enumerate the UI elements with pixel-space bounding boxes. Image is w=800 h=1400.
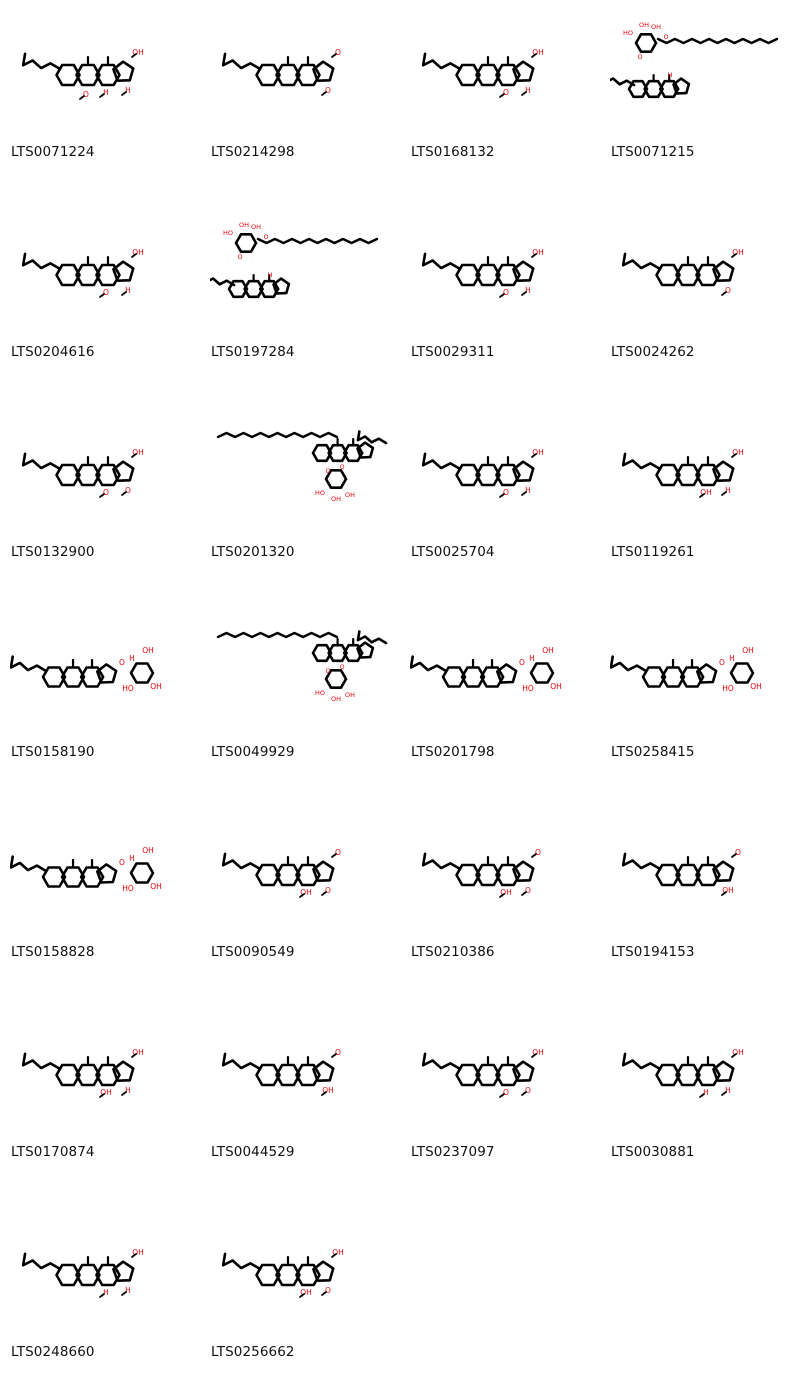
structure-cell	[200, 400, 400, 600]
svg-text:O: O	[119, 658, 125, 667]
molecule-structure-image	[205, 1208, 395, 1338]
structure-cell	[600, 0, 800, 200]
structure-cell	[200, 1000, 400, 1200]
molecule-structure-image	[605, 408, 795, 538]
compound-id-label: LTS0201320	[211, 544, 295, 560]
molecule-structure-image	[605, 208, 795, 338]
svg-text:O: O	[335, 848, 341, 857]
svg-text:OH: OH	[332, 1248, 344, 1257]
structure-cell	[0, 0, 200, 200]
compound-id-label: LTS0158190	[11, 744, 95, 760]
svg-text:O: O	[103, 488, 109, 497]
svg-text:O: O	[335, 1048, 341, 1057]
svg-text:OH: OH	[532, 448, 544, 457]
svg-text:O: O	[503, 88, 509, 97]
compound-id-label: LTS0201798	[411, 744, 495, 760]
compound-id-label: LTS0025704	[411, 544, 495, 560]
molecule-structure-image	[5, 208, 195, 338]
compound-id-label: LTS0044529	[211, 1144, 295, 1160]
svg-text:OH: OH	[330, 495, 342, 503]
structure-cell	[200, 200, 400, 400]
compound-id-label: LTS0170874	[11, 1144, 95, 1160]
svg-text:OH: OH	[330, 695, 342, 703]
compound-id-label: LTS0204616	[11, 344, 95, 360]
compound-id-label: LTS0029311	[411, 344, 495, 360]
svg-text:H: H	[729, 654, 735, 663]
svg-text:OH: OH	[750, 682, 762, 691]
svg-text:O: O	[125, 486, 131, 495]
compound-id-label: LTS0194153	[611, 944, 695, 960]
svg-text:OH: OH	[142, 846, 154, 855]
svg-text:O: O	[335, 48, 341, 57]
structure-cell	[600, 1000, 800, 1200]
compound-id-label: LTS0210386	[411, 944, 495, 960]
svg-text:OH: OH	[132, 1048, 144, 1057]
molecule-structure-image	[5, 1208, 195, 1338]
svg-text:OH: OH	[732, 448, 744, 457]
structure-cell	[0, 1200, 200, 1400]
molecule-structure-image	[205, 208, 395, 338]
svg-text:O: O	[83, 90, 89, 99]
svg-text:H: H	[667, 71, 673, 79]
svg-text:OH: OH	[500, 888, 512, 897]
svg-text:H: H	[703, 1088, 709, 1097]
structure-cell	[400, 800, 600, 1000]
svg-text:OH: OH	[650, 23, 662, 31]
molecule-structure-image	[605, 8, 795, 138]
svg-text:H: H	[129, 654, 135, 663]
structure-cell	[0, 200, 200, 400]
molecule-structure-image	[5, 808, 195, 938]
svg-text:OH: OH	[532, 1048, 544, 1057]
compound-id-label: LTS0071215	[611, 144, 695, 160]
svg-text:O: O	[325, 667, 331, 675]
svg-text:OH: OH	[322, 1086, 334, 1095]
svg-text:O: O	[503, 288, 509, 297]
svg-text:O: O	[325, 886, 331, 895]
structure-cell	[600, 200, 800, 400]
compound-id-label: LTS0256662	[211, 1344, 295, 1360]
svg-text:O: O	[525, 1086, 531, 1095]
structure-cell	[200, 800, 400, 1000]
svg-text:H: H	[129, 854, 135, 863]
molecule-structure-image	[605, 808, 795, 938]
svg-text:OH: OH	[344, 691, 356, 699]
structure-cell	[200, 0, 400, 200]
svg-text:H: H	[725, 486, 731, 495]
compound-id-label: LTS0119261	[611, 544, 695, 560]
svg-text:OH: OH	[100, 1088, 112, 1097]
molecule-structure-image	[205, 8, 395, 138]
svg-text:HO: HO	[222, 229, 234, 237]
svg-text:HO: HO	[722, 684, 734, 693]
structure-cell	[600, 800, 800, 1000]
compound-id-label: LTS0248660	[11, 1344, 95, 1360]
molecule-structure-image	[405, 1008, 595, 1138]
svg-text:H: H	[103, 1288, 109, 1297]
svg-text:O: O	[663, 33, 669, 41]
structure-cell	[0, 1000, 200, 1200]
molecule-structure-image	[405, 408, 595, 538]
empty-cell	[600, 1200, 800, 1400]
structure-cell	[0, 400, 200, 600]
svg-text:O: O	[339, 463, 345, 471]
svg-text:OH: OH	[550, 682, 562, 691]
structure-cell	[400, 200, 600, 400]
svg-text:O: O	[519, 658, 525, 667]
svg-text:H: H	[525, 286, 531, 295]
structure-cell	[400, 1000, 600, 1200]
svg-text:O: O	[725, 286, 731, 295]
molecule-structure-image	[405, 808, 595, 938]
molecule-structure-image	[405, 608, 595, 738]
svg-text:H: H	[725, 1086, 731, 1095]
svg-text:O: O	[325, 86, 331, 95]
svg-text:O: O	[119, 858, 125, 867]
svg-text:H: H	[525, 86, 531, 95]
molecule-structure-image	[605, 608, 795, 738]
svg-text:H: H	[125, 1086, 131, 1095]
svg-text:OH: OH	[300, 888, 312, 897]
molecule-structure-image	[5, 408, 195, 538]
structure-cell	[200, 600, 400, 800]
svg-text:OH: OH	[344, 491, 356, 499]
structure-cell	[0, 600, 200, 800]
molecule-structure-image	[5, 1008, 195, 1138]
structure-cell	[600, 600, 800, 800]
structure-cell	[200, 1200, 400, 1400]
svg-text:OH: OH	[250, 223, 262, 231]
svg-text:H: H	[529, 654, 535, 663]
compound-id-label: LTS0237097	[411, 1144, 495, 1160]
compound-id-label: LTS0132900	[11, 544, 95, 560]
svg-text:O: O	[325, 467, 331, 475]
svg-text:OH: OH	[532, 248, 544, 257]
compound-id-label: LTS0158828	[11, 944, 95, 960]
svg-text:OH: OH	[132, 248, 144, 257]
svg-text:H: H	[267, 271, 273, 279]
svg-text:OH: OH	[150, 682, 162, 691]
svg-text:O: O	[535, 848, 541, 857]
compound-id-label: LTS0214298	[211, 144, 295, 160]
molecule-structure-image	[205, 1008, 395, 1138]
svg-text:HO: HO	[622, 29, 634, 37]
svg-text:OH: OH	[132, 448, 144, 457]
molecule-structure-image	[5, 608, 195, 738]
svg-text:OH: OH	[132, 48, 144, 57]
structure-cell	[400, 0, 600, 200]
svg-text:OH: OH	[532, 48, 544, 57]
svg-text:O: O	[103, 288, 109, 297]
svg-text:O: O	[503, 1088, 509, 1097]
structure-cell	[400, 600, 600, 800]
compound-id-label: LTS0049929	[211, 744, 295, 760]
molecule-structure-image	[205, 408, 395, 538]
svg-text:O: O	[263, 233, 269, 241]
molecule-structure-image	[605, 1008, 795, 1138]
svg-text:OH: OH	[732, 248, 744, 257]
svg-text:OH: OH	[732, 1048, 744, 1057]
compound-id-label: LTS0258415	[611, 744, 695, 760]
empty-cell	[400, 1200, 600, 1400]
svg-text:O: O	[339, 663, 345, 671]
compound-id-label: LTS0168132	[411, 144, 495, 160]
svg-text:O: O	[735, 848, 741, 857]
svg-text:H: H	[125, 86, 131, 95]
molecule-structure-image	[205, 808, 395, 938]
svg-text:H: H	[525, 486, 531, 495]
svg-text:OH: OH	[722, 886, 734, 895]
structure-cell	[600, 400, 800, 600]
svg-text:O: O	[237, 253, 243, 261]
molecule-structure-image	[5, 8, 195, 138]
compound-id-label: LTS0071224	[11, 144, 95, 160]
svg-text:O: O	[719, 658, 725, 667]
svg-text:OH: OH	[542, 646, 554, 655]
svg-text:OH: OH	[700, 488, 712, 497]
svg-text:OH: OH	[300, 1288, 312, 1297]
compound-id-label: LTS0024262	[611, 344, 695, 360]
svg-text:OH: OH	[742, 646, 754, 655]
svg-text:HO: HO	[122, 884, 134, 893]
svg-text:OH: OH	[132, 1248, 144, 1257]
svg-text:OH: OH	[142, 646, 154, 655]
svg-text:HO: HO	[314, 489, 326, 497]
molecule-structure-image	[205, 608, 395, 738]
svg-text:HO: HO	[122, 684, 134, 693]
compound-id-label: LTS0197284	[211, 344, 295, 360]
svg-text:HO: HO	[314, 689, 326, 697]
svg-text:OH: OH	[238, 221, 250, 229]
molecule-structure-image	[405, 208, 595, 338]
svg-text:H: H	[125, 286, 131, 295]
svg-text:O: O	[325, 1286, 331, 1295]
svg-text:O: O	[503, 488, 509, 497]
svg-text:O: O	[525, 886, 531, 895]
svg-text:H: H	[125, 1286, 131, 1295]
compound-id-label: LTS0090549	[211, 944, 295, 960]
structure-cell	[400, 400, 600, 600]
svg-text:HO: HO	[522, 684, 534, 693]
svg-text:O: O	[637, 53, 643, 61]
svg-text:OH: OH	[150, 882, 162, 891]
svg-text:H: H	[103, 88, 109, 97]
svg-text:OH: OH	[638, 21, 650, 29]
structure-cell	[0, 800, 200, 1000]
molecule-structure-image	[405, 8, 595, 138]
compound-id-label: LTS0030881	[611, 1144, 695, 1160]
